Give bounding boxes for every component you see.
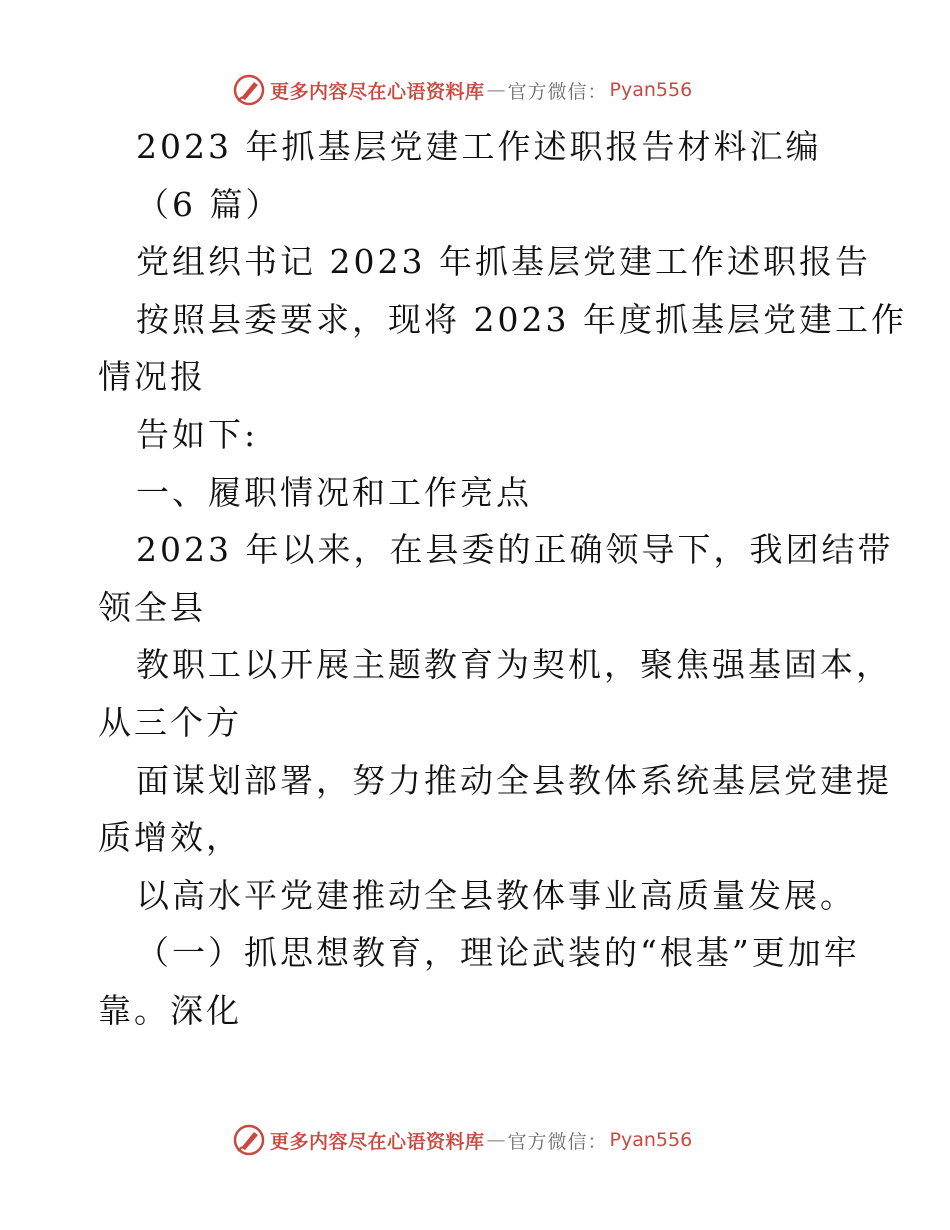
watermark-wechat-id: Pyan556 [609, 1129, 693, 1151]
text-line: 情况报 [98, 357, 206, 397]
text-line: 2023 年以来，在县委的正确领导下，我团结带 [136, 530, 894, 570]
section-heading: 一、履职情况和工作亮点 [136, 472, 532, 512]
section-heading: 党组织书记 2023 年抓基层党建工作述职报告 [136, 242, 871, 282]
text-line: 教职工以开展主题教育为契机，聚焦强基固本， [136, 645, 892, 685]
watermark-sub-text: 官方微信： [507, 1130, 608, 1153]
text-line: 告如下: [136, 414, 259, 454]
watermark-main-text: 更多内容尽在心语资料库 [270, 80, 485, 103]
watermark-header [232, 70, 692, 110]
text-line: 按照县委要求，现将 2023 年度抓基层党建工作 [136, 299, 907, 339]
watermark-sub-text: 官方微信： [507, 80, 608, 103]
text-line: 面谋划部署，努力推动全县教体系统基层党建提 [136, 760, 892, 800]
quill-pen-logo-icon [232, 1123, 266, 1157]
text-line: 从三个方 [98, 702, 242, 742]
watermark-dash: — [486, 79, 506, 101]
document-title: 2023 年抓基层党建工作述职报告材料汇编 [136, 127, 822, 166]
text-line: 领全县 [98, 587, 206, 627]
watermark-wechat-id: Pyan556 [609, 79, 693, 101]
text-line: 以高水平党建推动全县教体事业高质量发展。 [136, 875, 856, 915]
document-body [98, 118, 907, 1040]
text-line: 质增效， [98, 818, 242, 858]
text-line: 靠。深化 [98, 990, 242, 1030]
document-subtitle: （6 篇） [136, 184, 282, 224]
watermark-dash: — [486, 1129, 506, 1151]
text-line: （一）抓思想教育，理论武装的“根基”更加牢 [136, 933, 860, 973]
watermark-main-text: 更多内容尽在心语资料库 [270, 1130, 485, 1153]
watermark-footer [232, 1120, 692, 1160]
quill-pen-logo-icon [232, 73, 266, 107]
